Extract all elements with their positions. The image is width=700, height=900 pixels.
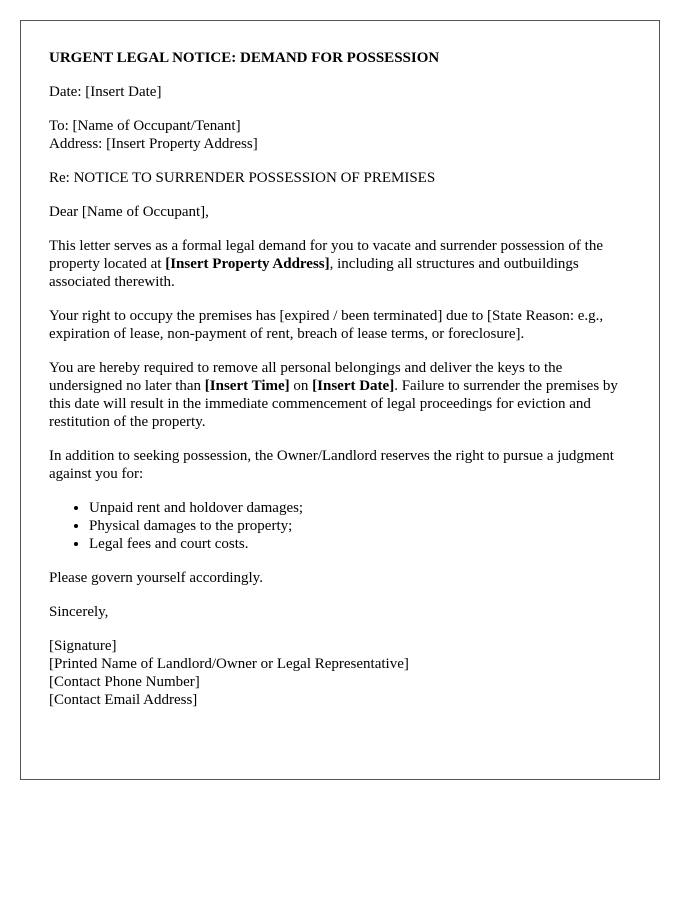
signature-placeholder: [Signature] [49,638,117,654]
signature-block [49,637,631,709]
closing-note: Please govern yourself accordingly. [49,570,263,586]
salutation: Dear [Name of Occupant], [49,204,209,220]
printed-name-placeholder: [Printed Name of Landlord/Owner or Legal Representative] [49,656,409,672]
paragraph-demand-text-a: This letter serves as a formal legal demand for you to vacate and surrender possession of the property located at [49,238,603,272]
contact-email-placeholder: [Contact Email Address] [49,692,198,708]
list-item: • Legal fees and court costs. [89,535,631,553]
subject-line: Re: NOTICE TO SURRENDER POSSESSION OF PREMISES [49,170,436,186]
paragraph-demand-text-b: , including all structures and outbuildings associated therewith. [49,256,579,290]
paragraph-deadline-text-a: You are hereby required to remove all personal belongings and deliver the keys to the undersigned no later than [49,360,563,394]
recipient-address-line: Address: [Insert Property Address] [49,136,258,152]
paragraph-judgment: In addition to seeking possession, the Owner/Landlord reserves the right to pursue a judgment against you for: [49,448,614,482]
letter-page [20,20,660,780]
recipient-name-line: To: [Name of Occupant/Tenant] [49,118,241,134]
property-address-placeholder: [Insert Property Address] [165,256,330,272]
paragraph-deadline-text-on: on [289,378,313,394]
list-item: • Physical damages to the property; [89,517,631,535]
paragraph-deadline-text-b: . Failure to surrender the premises by this date will result in the immediate commencement of legal proceedings for eviction and restitution of the property. [49,378,618,430]
recipient-block [49,117,631,153]
damages-list [49,499,631,553]
sign-off: Sincerely, [49,604,109,620]
paragraph-deadline [49,359,631,431]
paragraph-demand [49,237,631,291]
deadline-date-placeholder: [Insert Date] [312,378,395,394]
deadline-time-placeholder: [Insert Time] [204,378,290,394]
letter-heading: URGENT LEGAL NOTICE: DEMAND FOR POSSESSION [49,50,440,66]
paragraph-reason: Your right to occupy the premises has [expired / been terminated] due to [State Reason: e.g., expiration of lease, non-payment of rent, breach of lease terms, or foreclosure]. [49,308,604,342]
contact-phone-placeholder: [Contact Phone Number] [49,674,200,690]
date-line: Date: [Insert Date] [49,84,162,100]
list-item: • Unpaid rent and holdover damages; [89,499,631,517]
